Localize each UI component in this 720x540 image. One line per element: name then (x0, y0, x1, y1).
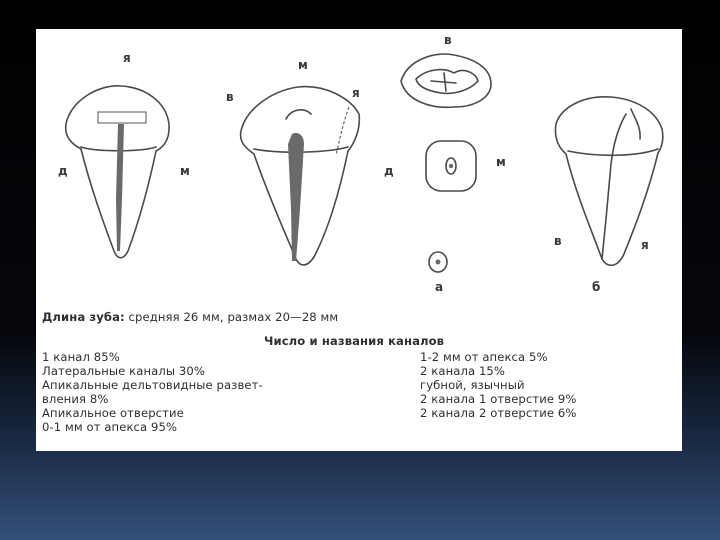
label-side-top: м (298, 58, 308, 72)
right-line: 1-2 мм от апекса 5% (420, 350, 548, 364)
label-crown-top: в (444, 33, 452, 47)
tooth-small-section (429, 252, 447, 272)
tooth-diagram-svg (36, 29, 682, 304)
left-line: Апикальные дельтовидные развет- (42, 378, 263, 392)
label-front-left: д (58, 164, 68, 178)
tooth-crown-occlusal (401, 54, 491, 107)
left-line: Латеральные каналы 30% (42, 364, 205, 378)
label-side-left: в (226, 90, 234, 104)
right-line: 2 канала 1 отверстие 9% (420, 392, 577, 406)
tooth-info-text (36, 310, 682, 450)
label-cross-left: д (384, 164, 394, 178)
left-line: 0-1 мм от апекса 95% (42, 420, 178, 434)
label-right-left: в (554, 234, 562, 248)
left-line: 1 канал 85% (42, 350, 120, 364)
right-line: 2 канала 2 отверстие 6% (420, 406, 577, 420)
label-front-right: м (180, 164, 190, 178)
label-small-bottom: а (435, 280, 444, 294)
label-right-right: я (641, 238, 649, 252)
tooth-front-view (66, 86, 169, 258)
tooth-cross-section (426, 141, 476, 191)
tooth-length-label: Длина зуба: (42, 310, 125, 324)
right-line: 2 канала 15% (420, 364, 506, 378)
tooth-length-line (42, 310, 338, 324)
label-front-top: я (123, 51, 131, 65)
tooth-side-view (241, 87, 360, 265)
left-line: вления 8% (42, 392, 109, 406)
tooth-length-value: средняя 26 мм, размах 20—28 мм (124, 310, 339, 324)
label-cross-right: м (496, 155, 506, 169)
label-right-bottom: б (592, 280, 601, 294)
label-side-right: я (352, 86, 360, 100)
tooth-diagram (36, 29, 682, 304)
canals-heading: Число и названия каналов (264, 334, 445, 348)
left-line: Апикальное отверстие (42, 406, 184, 420)
slide-content (36, 29, 682, 451)
right-line: губной, язычный (420, 378, 525, 392)
